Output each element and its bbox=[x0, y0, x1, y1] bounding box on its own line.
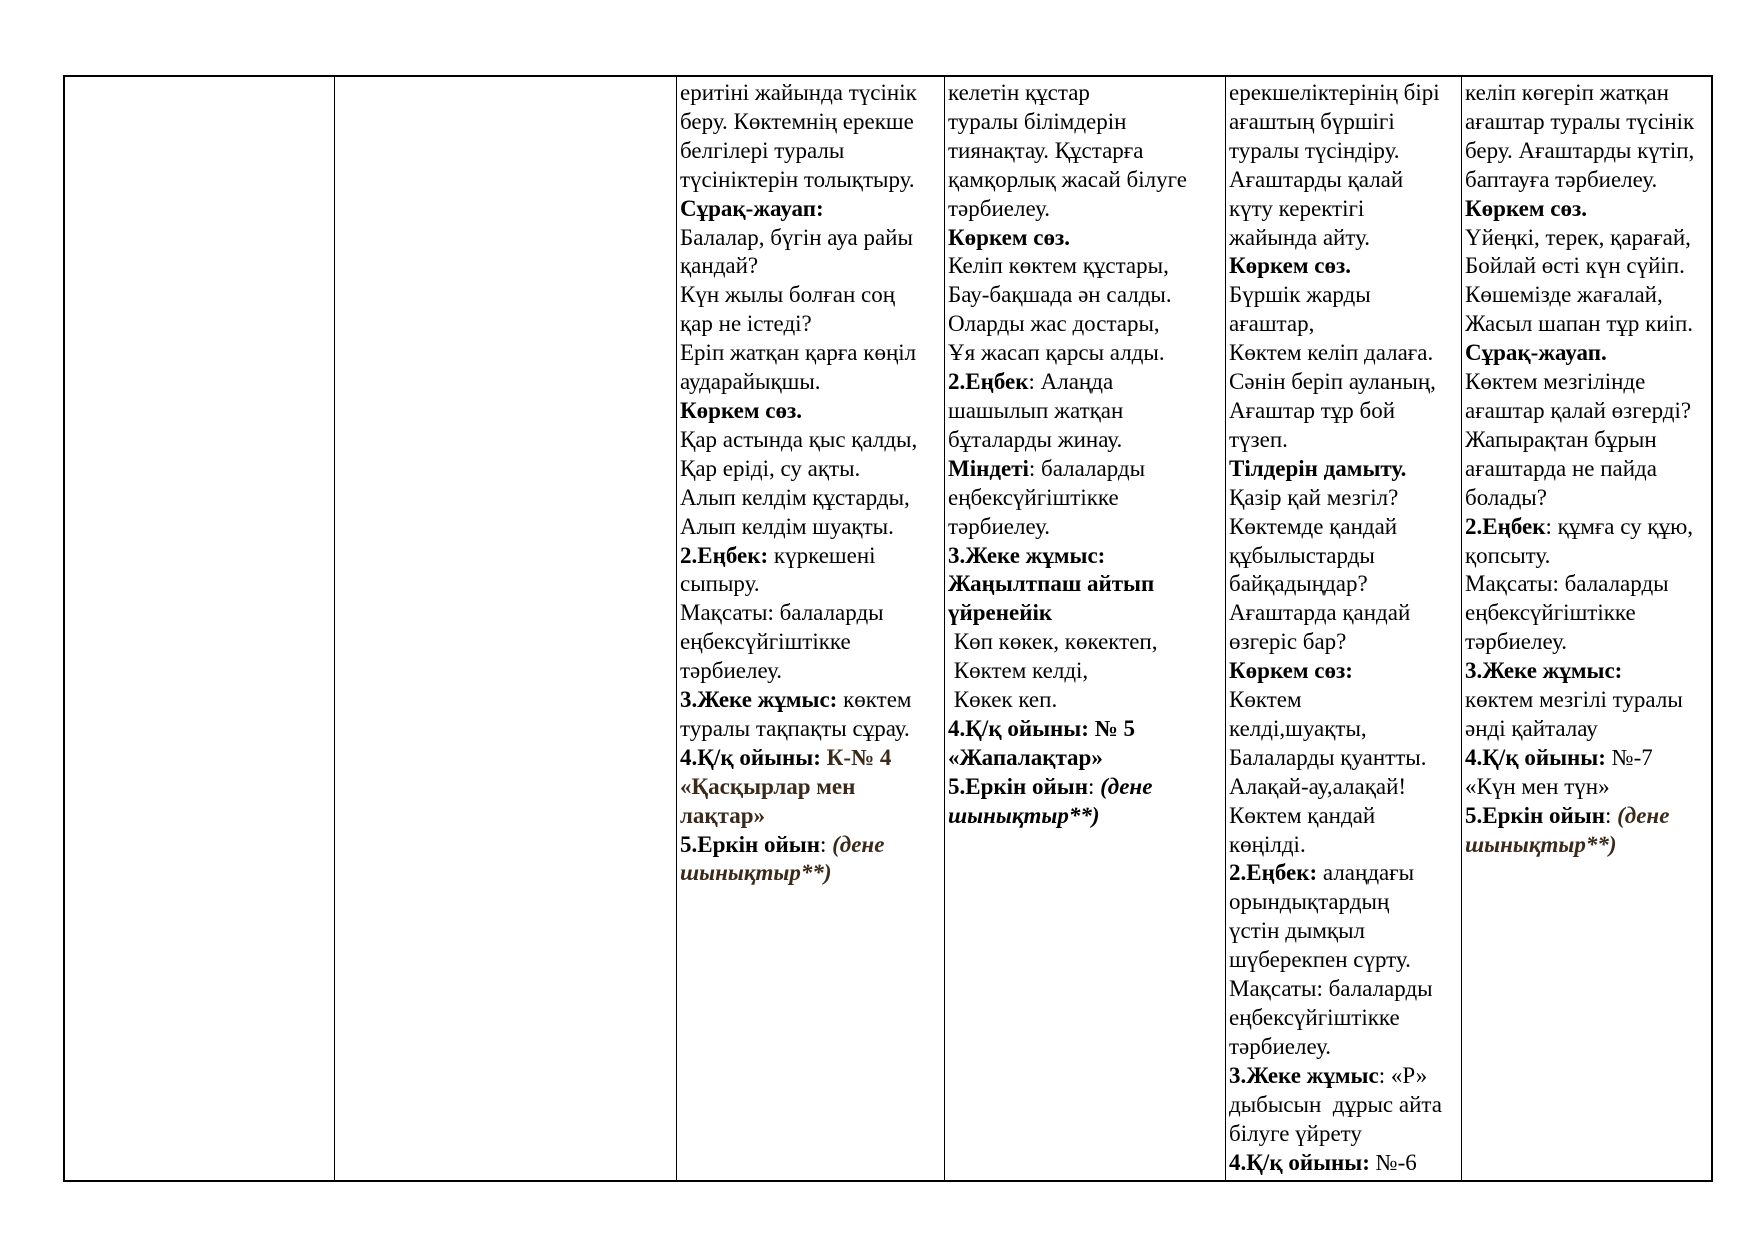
section-heading: 2.Еңбек bbox=[1465, 513, 1546, 539]
game-title: «Қасқырлар мен bbox=[680, 773, 856, 799]
game-title: лақтар» bbox=[680, 802, 766, 828]
text-line: туралы білімдерін bbox=[948, 108, 1127, 134]
text-fragment: : bbox=[1088, 773, 1101, 799]
text-line: Бау-бақшада ән салды. bbox=[948, 282, 1172, 308]
text-line: жайында айту. bbox=[1229, 224, 1371, 250]
text-line: Көктем келді, bbox=[948, 658, 1089, 684]
section-heading: 5.Еркін ойын bbox=[1465, 802, 1605, 828]
section-heading: Сұрақ-жауап. bbox=[1465, 340, 1607, 366]
text-fragment: №-6 bbox=[1369, 1149, 1417, 1175]
text-line: Алып келдім құстарды, bbox=[680, 484, 910, 510]
text-line bbox=[1465, 513, 1709, 542]
text-line: Көктем келіп далаға. bbox=[1229, 340, 1434, 366]
text-line bbox=[680, 686, 942, 715]
text-line bbox=[948, 773, 1223, 802]
text-line: Мақсаты: балаларды bbox=[1465, 571, 1669, 597]
text-line: Оларды жас достары, bbox=[948, 311, 1160, 337]
text-line bbox=[680, 542, 942, 571]
text-line: Жасыл шапан тұр киіп. bbox=[1465, 311, 1694, 337]
text-line: Көктемде қандай bbox=[1229, 513, 1398, 539]
text-fragment: алаңдағы bbox=[1317, 860, 1415, 886]
text-line: Үйеңкі, терек, қарағай, bbox=[1465, 224, 1691, 250]
text-line: Көкек кеп. bbox=[948, 687, 1058, 713]
text-line: түзеп. bbox=[1229, 426, 1288, 452]
text-line: Келіп көктем құстары, bbox=[948, 253, 1169, 279]
text-line: көктем мезгілі туралы bbox=[1465, 687, 1683, 713]
text-fragment: : құмға су құю, bbox=[1545, 513, 1694, 539]
text-line bbox=[1229, 1149, 1459, 1178]
section-heading: 4.Қ/қ ойыны: bbox=[1465, 744, 1606, 770]
text-line: Алақай-ау,алақай! bbox=[1229, 773, 1407, 799]
text-line bbox=[1229, 1062, 1459, 1091]
section-heading: 3.Жеке жұмыс: bbox=[680, 687, 838, 713]
text-line: еңбексүйгіштікке bbox=[948, 484, 1119, 510]
text-line: қамқорлық жасай білуге bbox=[948, 166, 1187, 192]
text-line: Көктем қандай bbox=[1229, 802, 1376, 828]
text-line: келді,шуақты, bbox=[1229, 715, 1367, 741]
text-line: шынықтыр**) bbox=[948, 802, 1100, 828]
text-line: Сәнін беріп ауланың, bbox=[1229, 369, 1436, 395]
text-line: өзгеріс бар? bbox=[1229, 629, 1347, 655]
section-heading: Көркем сөз. bbox=[680, 397, 802, 423]
text-line bbox=[1465, 802, 1709, 831]
text-fragment: К-№ 4 bbox=[820, 744, 892, 770]
text-line: орындықтардың bbox=[1229, 889, 1390, 915]
section-heading: 5.Еркін ойын bbox=[680, 831, 820, 857]
table-col-3 bbox=[677, 77, 945, 1180]
section-heading: Міндеті bbox=[948, 455, 1029, 481]
text-fragment: көктем bbox=[837, 687, 912, 713]
text-line: қар не істеді? bbox=[680, 311, 812, 337]
text-line: белгілері туралы bbox=[680, 137, 845, 163]
section-heading: үйренейік bbox=[948, 600, 1053, 626]
section-heading: Жаңылтпаш айтып bbox=[948, 571, 1155, 597]
section-heading: 4.Қ/қ ойыны: bbox=[680, 744, 821, 770]
text-line: тиянақтау. Құстарға bbox=[948, 137, 1144, 163]
text-line: беру. Көктемнің ерекше bbox=[680, 108, 914, 134]
section-heading: 2.Еңбек bbox=[948, 369, 1029, 395]
section-heading: Көркем сөз: bbox=[1229, 658, 1353, 684]
text-line: Балалар, бүгін ауа райы bbox=[680, 224, 913, 250]
section-heading: 2.Еңбек: bbox=[680, 542, 769, 568]
text-line: Ұя жасап қарсы алды. bbox=[948, 340, 1165, 366]
text-line: еңбексүйгіштікке bbox=[1465, 600, 1636, 626]
text-fragment: : «Р» bbox=[1378, 1062, 1428, 1088]
text-line: келетін құстар bbox=[948, 80, 1090, 105]
table-col-4 bbox=[945, 77, 1226, 1180]
table-col-6 bbox=[1462, 77, 1711, 1180]
text-fragment: : балаларды bbox=[1028, 455, 1146, 481]
text-line: Мақсаты: балаларды bbox=[680, 600, 884, 626]
text-line: ағаштар, bbox=[1229, 311, 1315, 337]
text-line: еңбексүйгіштікке bbox=[1229, 1005, 1400, 1030]
section-heading: 4.Қ/қ ойыны: № 5 bbox=[948, 715, 1136, 741]
text-line: келіп көгеріп жатқан bbox=[1465, 80, 1669, 105]
text-line: Мақсаты: балаларды bbox=[1229, 976, 1433, 1002]
text-line: білуге үйрету bbox=[1229, 1120, 1362, 1146]
text-line: құбылыстарды bbox=[1229, 542, 1375, 568]
section-heading: 4.Қ/қ ойыны: bbox=[1229, 1149, 1370, 1175]
text-line bbox=[948, 368, 1223, 397]
text-line: шынықтыр**) bbox=[1465, 831, 1617, 857]
text-line bbox=[1229, 859, 1459, 888]
text-line: тәрбиелеу. bbox=[948, 513, 1051, 539]
text-line: ерекшеліктерінің бірі bbox=[1229, 80, 1440, 105]
text-fragment: (дене bbox=[832, 831, 885, 857]
text-line: қандай? bbox=[680, 253, 759, 279]
text-line: Көктем мезгілінде bbox=[1465, 369, 1646, 395]
text-fragment: (дене bbox=[1617, 802, 1670, 828]
text-line: әнді қайталау bbox=[1465, 715, 1598, 741]
text-line: Жапырақтан бұрын bbox=[1465, 426, 1657, 452]
section-heading: 3.Жеке жұмыс: bbox=[948, 542, 1106, 568]
text-line: түсініктерін толықтыру. bbox=[680, 166, 915, 192]
game-title: «Күн мен түн» bbox=[1465, 773, 1610, 799]
text-fragment: : bbox=[820, 831, 833, 857]
text-line: қопсыту. bbox=[1465, 542, 1551, 568]
text-line: Қар еріді, су ақты. bbox=[680, 455, 861, 481]
text-line: шынықтыр**) bbox=[680, 860, 832, 886]
text-line: болады? bbox=[1465, 484, 1547, 510]
text-line bbox=[680, 744, 942, 773]
text-line: Ағаштарды қалай bbox=[1229, 166, 1404, 192]
table-col-empty-1 bbox=[65, 77, 335, 1180]
text-line: Балаларды қуантты. bbox=[1229, 744, 1427, 770]
text-line: үстін дымқыл bbox=[1229, 918, 1366, 944]
text-fragment: күркешені bbox=[768, 542, 876, 568]
text-line: бұталарды жинау. bbox=[948, 426, 1123, 452]
text-fragment: : Алаңда bbox=[1028, 369, 1114, 395]
text-line: Ағаштар тұр бой bbox=[1229, 397, 1396, 423]
text-fragment: : bbox=[1605, 802, 1618, 828]
text-line: Қар астында қыс қалды, bbox=[680, 426, 918, 452]
text-line: тәрбиелеу. bbox=[948, 195, 1051, 221]
text-line: ағаштар қалай өзгерді? bbox=[1465, 397, 1692, 423]
section-heading: 5.Еркін ойын bbox=[948, 773, 1088, 799]
section-heading: Көркем сөз. bbox=[1465, 195, 1587, 221]
text-line: ағаштың бүршігі bbox=[1229, 108, 1395, 134]
text-line: Еріп жатқан қарға көңіл bbox=[680, 340, 917, 366]
text-line: күту керектігі bbox=[1229, 195, 1365, 221]
text-line: аударайықшы. bbox=[680, 369, 821, 395]
section-heading: Сұрақ-жауап: bbox=[680, 195, 824, 221]
text-line: туралы түсіндіру. bbox=[1229, 137, 1400, 163]
text-line: Көп көкек, көкектеп, bbox=[948, 629, 1158, 655]
text-line bbox=[948, 455, 1223, 484]
text-line: шүберекпен сүрту. bbox=[1229, 947, 1411, 973]
text-line: тәрбиелеу. bbox=[680, 658, 783, 684]
text-line: тәрбиелеу. bbox=[1229, 1033, 1332, 1059]
text-line: Қазір қай мезгіл? bbox=[1229, 484, 1399, 510]
text-line: Бойлай өсті күн сүйіп. bbox=[1465, 253, 1685, 279]
text-line bbox=[680, 831, 942, 860]
text-line: Бүршік жарды bbox=[1229, 282, 1371, 308]
section-heading: Тілдерін дамыту. bbox=[1229, 455, 1407, 481]
text-line: Күн жылы болған соң bbox=[680, 282, 896, 308]
text-line: Көктем bbox=[1229, 687, 1302, 713]
section-heading: 3.Жеке жұмыс bbox=[1229, 1062, 1379, 1088]
text-line: көңілді. bbox=[1229, 831, 1306, 857]
text-line bbox=[1465, 744, 1709, 773]
text-line: туралы тақпақты сұрау. bbox=[680, 715, 910, 741]
section-heading: 2.Еңбек: bbox=[1229, 860, 1318, 886]
text-line: беру. Ағаштарды күтіп, bbox=[1465, 137, 1695, 163]
section-heading: 3.Жеке жұмыс: bbox=[1465, 658, 1623, 684]
game-title: «Жапалақтар» bbox=[948, 744, 1103, 770]
text-line: еңбексүйгіштікке bbox=[680, 629, 851, 655]
text-line: Ағаштарда қандай bbox=[1229, 600, 1411, 626]
plan-table bbox=[63, 75, 1713, 1182]
text-line: баптауға тәрбиелеу. bbox=[1465, 166, 1658, 192]
text-line: Көшемізде жағалай, bbox=[1465, 282, 1663, 308]
text-fragment: (дене bbox=[1100, 773, 1153, 799]
text-fragment: №-7 bbox=[1605, 744, 1653, 770]
table-col-5 bbox=[1226, 77, 1462, 1180]
section-heading: Көркем сөз. bbox=[1229, 253, 1351, 279]
text-line: сыпыру. bbox=[680, 571, 760, 597]
text-line: тәрбиелеу. bbox=[1465, 629, 1568, 655]
text-line: шашылып жатқан bbox=[948, 397, 1124, 423]
text-line: ағаштар туралы түсінік bbox=[1465, 108, 1695, 134]
text-line: еритіні жайында түсінік bbox=[680, 80, 917, 105]
text-line: Алып келдім шуақты. bbox=[680, 513, 894, 539]
text-line: ағаштарда не пайда bbox=[1465, 455, 1657, 481]
text-line: дыбысын дұрыс айта bbox=[1229, 1091, 1442, 1117]
section-heading: Көркем сөз. bbox=[948, 224, 1070, 250]
text-line: байқадыңдар? bbox=[1229, 571, 1368, 597]
table-col-empty-2 bbox=[335, 77, 677, 1180]
